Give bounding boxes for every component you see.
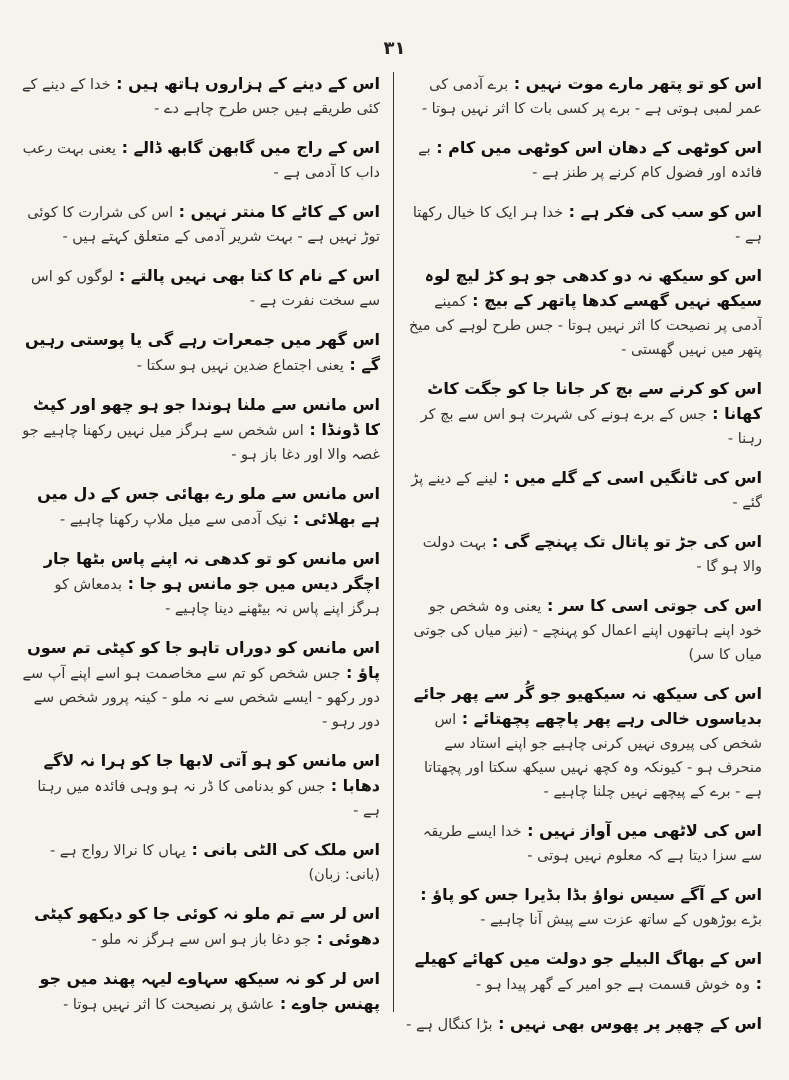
- proverb-term: اس کی جوتی اسی کا سر: [558, 596, 762, 615]
- proverb-entry: [22, 902, 380, 952]
- proverb-entry: [404, 947, 762, 997]
- proverb-separator: :: [303, 420, 322, 439]
- proverb-meaning: وہ خوش قسمت ہے جو امیر کے گھر پیدا ہو -: [475, 977, 751, 993]
- proverb-term: اس کے آگے سیس نواؤ بڈا بڈیرا جس کو پاؤ: [432, 885, 762, 904]
- proverb-term: اس لر کو نہ سیکھ سہاوے لیہہ پھند میں جو پھنس جاوے: [39, 969, 380, 1013]
- proverb-term: اس مانس کو ہو آتی لابھا جا کو ہرا نہ لاگے دھابا: [43, 751, 380, 795]
- proverb-term: اس لر سے تم ملو نہ کوئی جا کو دیکھو کپٹی دھوئی: [34, 904, 380, 948]
- proverb-entry: [404, 264, 762, 362]
- proverb-separator: :: [750, 974, 762, 993]
- proverb-entry: [404, 200, 762, 249]
- proverb-term: اس کو سیکھ نہ دو کدھی جو ہو کڑ لیچ لوہ سیکھ نہیں گھسے کدھا پاتھر کے بیچ: [424, 266, 762, 310]
- proverb-term: اس کو سب کی فکر ہے: [580, 202, 762, 221]
- proverb-entry: [404, 136, 762, 185]
- proverb-meaning: خدا ایسے طریقہ سے سزا دیتا ہے کہ معلوم نہیں ہوتی -: [422, 824, 762, 864]
- proverb-separator: :: [325, 776, 343, 795]
- proverb-meaning: بڑا کنگال ہے -: [406, 1017, 493, 1033]
- proverb-meaning: جس کے برے ہونے کی شہرت ہو اس سے بچ کر رہنا -: [420, 407, 762, 447]
- proverb-entry: [404, 819, 762, 868]
- proverb-entry: [404, 530, 762, 579]
- proverb-term: اس کی سیکھ نہ سیکھیو جو گُر سے پھر جائے بدیاسوں خالی رہے پھر پاچھے پچھتائے: [413, 684, 762, 728]
- proverb-meaning: بدمعاش کو ہرگز اپنے پاس نہ بیٹھنے دینا چاہیے -: [54, 577, 380, 617]
- proverb-separator: :: [541, 596, 559, 615]
- proverb-meaning: جس شخص کو تم سے مخاصمت ہو اسے اپنے آپ سے دور رکھو - ایسے شخص سے نہ ملو - کینہ پرور شخص سے دور رہو -: [22, 666, 380, 730]
- proverb-entry: [22, 482, 380, 532]
- proverb-meaning: بہت دولت والا ہو گا -: [422, 535, 762, 575]
- proverb-separator: :: [492, 1014, 511, 1033]
- proverb-meaning: برے آدمی کی عمر لمبی ہوتی ہے - برے پر کسی بات کا اثر نہیں ہوتا -: [421, 77, 762, 117]
- proverb-separator: :: [343, 355, 362, 374]
- proverb-term: اس مانس سے ملنا ہوندا جو ہو چھو اور کپٹ کا ڈونڈا: [33, 395, 380, 439]
- proverb-term: اس کی ٹانگیں اسی کے گلے میں: [515, 468, 762, 487]
- proverb-entry: [22, 328, 380, 378]
- proverb-entry: [22, 838, 380, 887]
- proverb-separator: :: [420, 885, 433, 904]
- proverb-entry: [404, 594, 762, 667]
- left-column: [22, 72, 380, 1062]
- proverb-separator: :: [173, 202, 191, 221]
- proverb-separator: :: [122, 574, 140, 593]
- proverb-term: اس ملک کی الٹی بانی: [203, 840, 380, 859]
- proverb-entry: [22, 967, 380, 1017]
- proverb-meaning: جو دغا باز ہو اس سے ہرگز نہ ملو -: [91, 932, 311, 948]
- proverb-entry: [22, 547, 380, 621]
- proverb-entry: [404, 1012, 762, 1037]
- proverb-term: اس مانس کو دوراں تاہو جا کو کپٹی تم سوں پاؤ: [27, 638, 380, 682]
- proverb-separator: :: [113, 266, 131, 285]
- proverb-meaning: خدا کے دینے کے کئی طریقے ہیں جس طرح چاہے دے -: [22, 77, 380, 117]
- proverb-meaning: یعنی اجتماع ضدین نہیں ہو سکتا -: [136, 358, 344, 374]
- proverb-term: اس کو کرنے سے بچ کر جانا جا کو جگت کاٹ کھانا: [427, 379, 762, 423]
- proverb-separator: :: [310, 929, 329, 948]
- proverb-separator: :: [116, 138, 134, 157]
- proverb-separator: :: [508, 74, 526, 93]
- proverb-meaning: عاشق پر نصیحت کا اثر نہیں ہوتا -: [63, 997, 275, 1013]
- proverb-term: اس مانس کو تو کدھی نہ اپنے پاس بٹھا جار اچگر دیس میں جو مانس ہو جا: [43, 549, 380, 593]
- proverb-entry: [22, 393, 380, 467]
- proverb-term: اس کی لاٹھی میں آواز نہیں: [539, 821, 762, 840]
- proverb-entry: [404, 466, 762, 515]
- proverb-term: اس کے راج میں گابھن گابھ ڈالے: [133, 138, 380, 157]
- proverb-meaning: جس کو بدنامی کا ڈر نہ ہو وہی فائدہ میں رہتا ہے -: [37, 779, 380, 819]
- proverb-meaning: اس کی شرارت کا کوئی توڑ نہیں ہے - بہت شریر آدمی کے متعلق کہتے ہیں -: [27, 205, 380, 245]
- proverb-entry: [22, 72, 380, 121]
- proverb-entry: [404, 72, 762, 121]
- proverb-meaning: یہاں کا نرالا رواج ہے - (بانی: زبان): [49, 843, 380, 883]
- proverb-meaning: بڑے بوڑھوں کے ساتھ عزت سے پیش آنا چاہیے -: [480, 912, 762, 928]
- proverb-separator: :: [706, 404, 725, 423]
- proverb-meaning: یعنی وہ شخص جو خود اپنے ہاتھوں اپنے اعمال کو پہنچے - (نیز میاں کی جوتی میاں کا سر): [413, 599, 762, 663]
- proverb-separator: :: [486, 532, 504, 551]
- proverb-separator: :: [466, 291, 485, 310]
- proverb-separator: :: [430, 138, 449, 157]
- proverb-term: اس گھر میں جمعرات رہے گی یا پوستی رہیں گے: [24, 330, 380, 374]
- proverb-entry: [404, 883, 762, 932]
- proverb-meaning: لوگوں کو اس سے سخت نفرت ہے -: [31, 269, 380, 309]
- proverb-meaning: اس شخص سے ہرگز میل نہیں رکھنا چاہیے جو غصہ والا اور دغا باز ہو -: [22, 423, 380, 463]
- proverb-entry: [404, 377, 762, 451]
- proverb-separator: :: [287, 509, 305, 528]
- proverb-entry: [22, 264, 380, 313]
- page-number: ۳۱: [383, 38, 406, 59]
- proverb-term: اس کے چھپر پر پھوس بھی نہیں: [510, 1014, 762, 1033]
- proverb-separator: :: [521, 821, 540, 840]
- proverb-term: اس کوٹھی کے دھان اس کوٹھی میں کام: [448, 138, 762, 157]
- proverb-meaning: بے فائدہ اور فضول کام کرنے پر طنز ہے -: [418, 141, 762, 181]
- proverb-entry: [22, 749, 380, 823]
- proverb-entry: [404, 682, 762, 804]
- proverb-entry: [22, 136, 380, 185]
- proverb-meaning: لینے کے دینے پڑ گئے -: [411, 471, 762, 511]
- proverb-separator: :: [110, 74, 129, 93]
- proverb-separator: :: [563, 202, 581, 221]
- proverb-separator: :: [185, 840, 204, 859]
- proverb-separator: :: [340, 663, 359, 682]
- proverb-entry: [22, 200, 380, 249]
- proverb-separator: :: [497, 468, 516, 487]
- proverb-term: اس کے نام کا کتا بھی نہیں پالتے: [130, 266, 380, 285]
- proverb-separator: :: [274, 994, 292, 1013]
- proverb-term: اس کے کاٹے کا منتر نہیں: [190, 202, 380, 221]
- proverb-term: اس کی جڑ تو پاتال تک پہنچے گی: [503, 532, 762, 551]
- proverb-term: اس کے دینے کے ہزاروں ہاتھ ہیں: [128, 74, 380, 93]
- proverb-term: اس کو تو پتھر مارے موت نہیں: [525, 74, 762, 93]
- proverb-meaning: خدا ہر ایک کا خیال رکھتا ہے -: [412, 205, 762, 245]
- column-divider: [393, 72, 394, 1012]
- proverb-separator: :: [456, 709, 474, 728]
- proverb-term: اس کے بھاگ البیلے جو دولت میں کھائے کھیلے: [414, 949, 762, 968]
- proverb-meaning: کمینے آدمی پر نصیحت کا اثر نہیں ہوتا - جس طرح لوہے کی میخ پتھر میں نہیں گھستی -: [408, 294, 762, 358]
- proverb-meaning: اس شخص کی پیروی نہیں کرنی چاہیے جو اپنے استاد سے منحرف ہو - کیونکہ وہ کچھ نہیں سیکھ سکتا اور پچھتاتا ہے - برے کے پیچھے نہیں چلنا چاہیے -: [423, 712, 762, 800]
- right-column: [404, 72, 762, 1062]
- proverb-meaning: یعنی بہت رعب داب کا آدمی ہے -: [22, 141, 380, 181]
- proverb-term: اس مانس سے ملو رے بھائی جس کے دل میں ہے بھلائی: [37, 484, 380, 528]
- proverb-meaning: نیک آدمی سے میل ملاپ رکھنا چاہیے -: [60, 512, 288, 528]
- proverb-entry: [22, 636, 380, 734]
